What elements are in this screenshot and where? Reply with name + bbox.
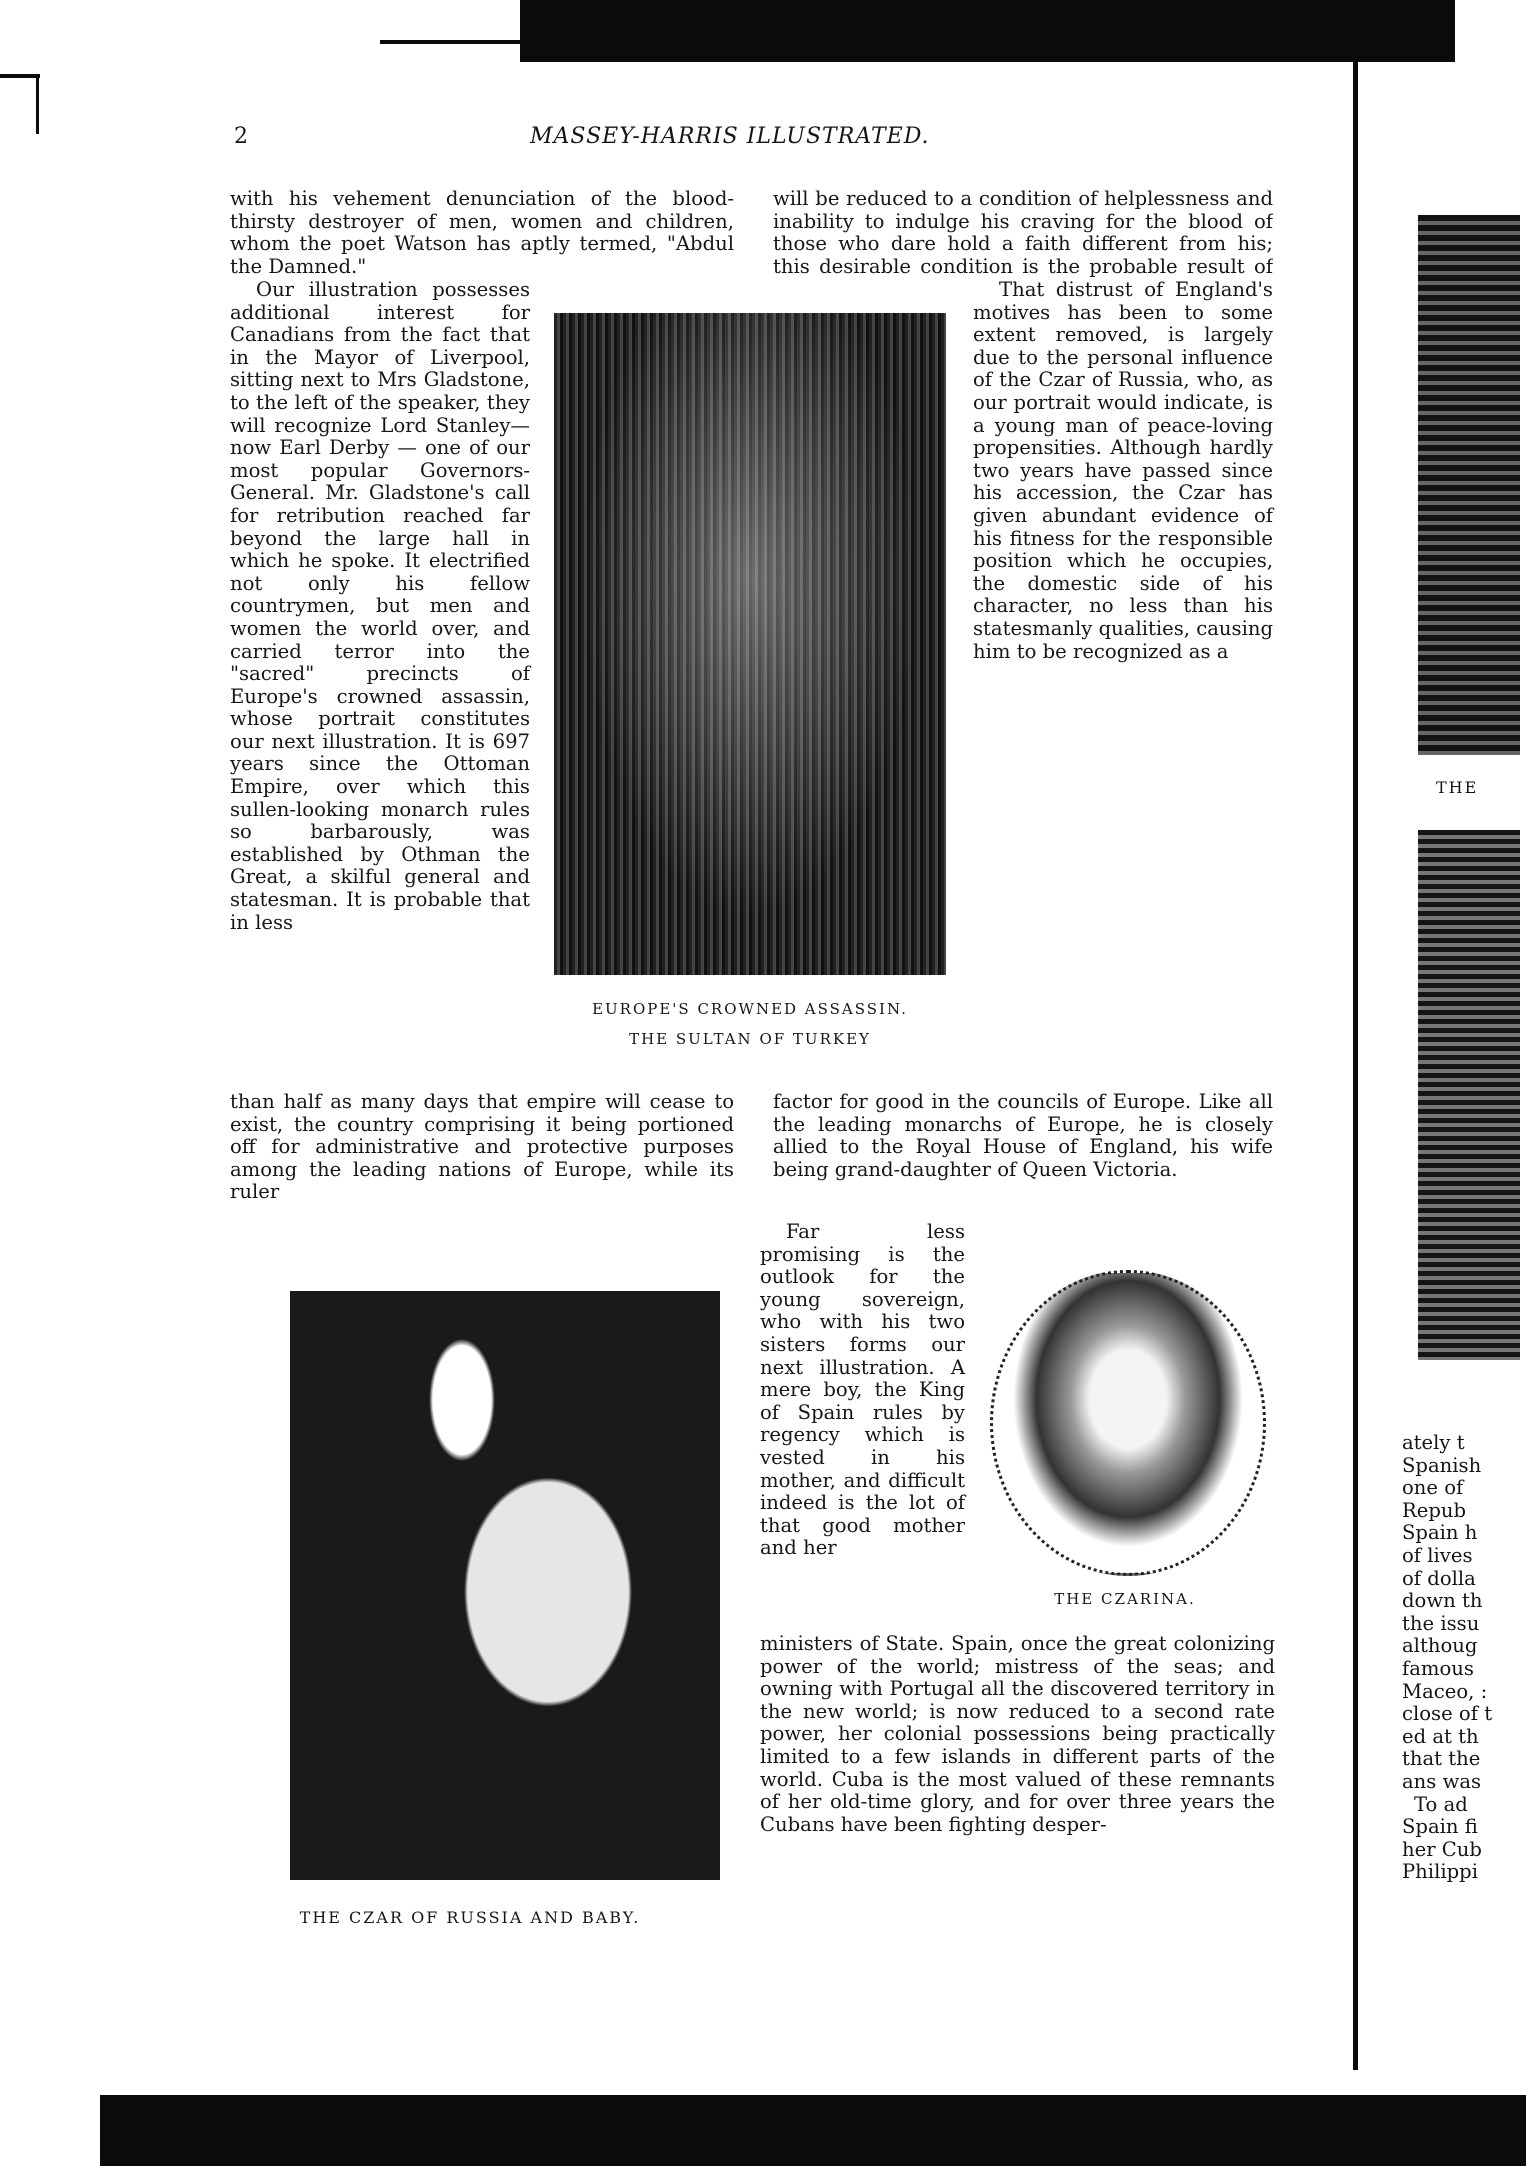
top-scan-bar-thin (380, 40, 980, 44)
right-paragraph-3-continued: ministers of State. Spain, once the great colonizing power of the world; mistress of the seas; and owning with Portugal all the discovered territory in the new world; is now reduced to a second rate power, her colonial possessions being practically limited to a few islands in different parts of the world. Cuba is the most valued of these remnants of her old-time glory, and for over three years the Cubans have been fighting desper- (760, 1632, 1275, 1836)
page-number: 2 (234, 124, 249, 149)
right-column-bottom (760, 1633, 1275, 1836)
left-paragraph-2: Our illustration possesses additional interest for Canadians from the fact that in the Mayor of Liverpool, sitting next to Mrs Gladstone, to the left of the speaker, they will recognize Lord Stanley—now Earl Derby — one of our most popular Governors-General. Mr. Gladstone's call for retribution reached far beyond the large hall in which he spoke. It electrified not only his fellow countrymen, but men and women the world over, and carried terror into the "sacred" precincts of Europe's crowned assassin, whose portrait constitutes our next illustration. It is 697 years since the Ottoman Empire, over which this sullen-looking monarch rules so barbarously, was established by Othman the Great, a skilful general and statesman. It is probable that in less (230, 278, 530, 934)
left-edge-vertical (36, 74, 39, 134)
next-page-line: Spanish (1402, 1453, 1482, 1477)
next-page-top-word: THE (1436, 778, 1479, 797)
next-page-engraving-strip (1418, 215, 1520, 755)
left-column-narrow (230, 279, 530, 934)
next-page-engraving-strip-2 (1418, 830, 1520, 1360)
left-column-bottom (230, 1091, 734, 1204)
right-paragraph-3: Far less promising is the outlook for the young sovereign, who with his two sisters forms our next illustration. A mere boy, the King of Spain rules by regency which is vested in his mother, and difficult indeed is the lot of that good mother and her (760, 1220, 965, 1560)
page-title: MASSEY-HARRIS ILLUSTRATED. (530, 124, 930, 149)
page-gutter-line (1353, 40, 1358, 2070)
sultan-caption-line-2: THE SULTAN OF TURKEY (629, 1030, 871, 1048)
next-page-line: Philippi (1402, 1860, 1478, 1884)
sultan-caption-line-1: EUROPE'S CROWNED ASSASSIN. (592, 1000, 908, 1018)
next-page-line: To ad (1414, 1792, 1468, 1816)
next-page-line: one of (1402, 1476, 1464, 1500)
czar-caption: THE CZAR OF RUSSIA AND BABY. (299, 1908, 641, 1927)
czarina-caption: THE CZARINA. (1054, 1590, 1196, 1608)
left-column-top (230, 188, 734, 278)
next-page-line: the issu (1402, 1611, 1480, 1635)
right-column-narrow (973, 279, 1273, 663)
czar-and-baby-engraving (290, 1240, 720, 1880)
sultan-of-turkey-photo (554, 313, 946, 975)
top-scan-bar (520, 0, 1455, 62)
right-paragraph-1-start: will be reduced to a condition of helplessness and inability to indulge his craving for the blood of those who dare hold a faith different from his; this desirable condition is the probable result of (773, 188, 1273, 278)
next-page-line: Repub (1402, 1498, 1467, 1522)
next-page-line: down th (1402, 1589, 1483, 1613)
right-paragraph-2: That distrust of England's motives has been to some extent removed, is largely due to the personal influence of the Czar of Russia, who, as our portrait would indicate, is a young man of peace-loving propensities. Although hardly two years have passed since his accession, the Czar has given abundant evidence of his fitness for the responsible position which he occupies, the domestic side of his character, no less than his statesmanly qualities, causing him to be recognized as a (973, 278, 1273, 663)
next-page-line: ans was (1402, 1769, 1482, 1793)
right-column-top (773, 188, 1273, 278)
bottom-scan-bar (100, 2095, 1526, 2166)
right-column-lower-narrow (760, 1221, 965, 1560)
next-page-line: close of t (1402, 1702, 1493, 1726)
right-column-middle (773, 1091, 1273, 1181)
left-paragraph-1: with his vehement denunciation of the blood-thirsty destroyer of men, women and children, whom the poet Watson has aptly termed, "Abdul the Damned." (230, 187, 734, 278)
next-page-line: ed at th (1402, 1724, 1479, 1748)
next-page-text-fragments (1402, 1432, 1522, 1884)
next-page-line: that the (1402, 1747, 1481, 1771)
left-paragraph-2-continued: than half as many days that empire will cease to exist, the country comprising it being portioned off for administrative and protective purposes among the leading nations of Europe, while its ruler (230, 1090, 734, 1204)
next-page-line: Maceo, : (1402, 1679, 1488, 1703)
next-page-line: of lives (1402, 1543, 1473, 1567)
czarina-oval-portrait (990, 1270, 1266, 1576)
next-page-line: famous (1402, 1656, 1474, 1680)
next-page-line: althoug (1402, 1634, 1478, 1658)
next-page-line: her Cub (1402, 1837, 1482, 1861)
next-page-line: of dolla (1402, 1566, 1476, 1590)
next-page-line: Spain fi (1402, 1815, 1478, 1839)
next-page-line: Spain h (1402, 1521, 1478, 1545)
next-page-line: ately t (1402, 1432, 1465, 1454)
left-edge-mark (0, 74, 40, 78)
right-paragraph-2-continued: factor for good in the councils of Europe. Like all the leading monarchs of Europe, he is closely allied to the Royal House of England, his wife being grand-daughter of Queen Victoria. (773, 1090, 1273, 1181)
